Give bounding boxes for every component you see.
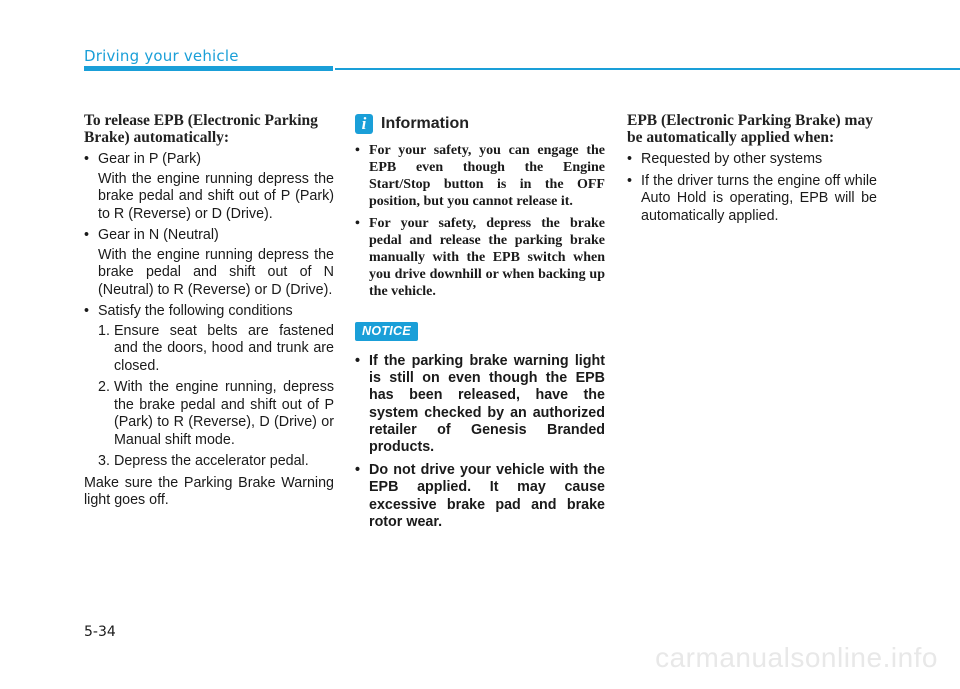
watermark: carmanualsonline.info xyxy=(655,642,938,673)
notice-item: • Do not drive your vehicle with the EPB applied. It may cause excessive brake pad and brake rotor wear. xyxy=(355,462,605,531)
info-item: • For your safety, you can engage the EPB even though the Engine Start/Stop button is in the OFF position, but you cannot release it. xyxy=(355,142,605,210)
column-right xyxy=(627,112,877,225)
section-title: Driving your vehicle xyxy=(84,47,239,65)
step-number: 3. xyxy=(98,453,110,469)
list-item: • If the driver turns the engine off while Auto Hold is operating, EPB will be automatically applied. xyxy=(627,173,877,226)
closing-text: Make sure the Parking Brake Warning light goes off. xyxy=(84,474,334,508)
list-item: • Satisfy the following conditions xyxy=(84,303,334,321)
auto-apply-heading: EPB (Electronic Parking Brake) may be automatically applied when: xyxy=(627,112,873,146)
info-item: • For your safety, depress the brake pedal and release the parking brake manually with the EPB switch when you drive downhill or when backing up the vehicle. xyxy=(355,215,605,300)
step-item xyxy=(84,379,334,449)
column-middle xyxy=(355,112,605,531)
information-title: Information xyxy=(381,115,469,132)
info-icon: i xyxy=(355,114,373,134)
list-item: • Gear in P (Park) xyxy=(84,151,334,169)
notice-item: • If the parking brake warning light is still on even though the EPB has been released, have the system checked by an authorized retailer of Genesis Branded products. xyxy=(355,353,605,456)
step-text: With the engine running, depress the brake pedal and shift out of P (Park) to R (Reverse), D (Drive) or Manual shift mode. xyxy=(114,379,334,448)
notice-badge: NOTICE xyxy=(355,322,418,341)
step-text: Ensure seat belts are fastened and the doors, hood and trunk are closed. xyxy=(114,322,334,374)
list-item-desc: With the engine running depress the brake pedal and shift out of P (Park) to R (Reverse) or D (Drive). xyxy=(98,170,334,222)
release-heading: To release EPB (Electronic Parking Brake) automatically: xyxy=(84,112,318,146)
step-item xyxy=(84,453,334,471)
step-item xyxy=(84,323,334,376)
step-text: Depress the accelerator pedal. xyxy=(114,453,309,469)
header-rule-thick xyxy=(84,66,333,71)
list-item: • Requested by other systems xyxy=(627,151,877,169)
list-item-desc: With the engine running depress the brake pedal and shift out of N (Neutral) to R (Reverse) or D (Drive). xyxy=(98,246,334,298)
header-rule-thin xyxy=(335,68,960,70)
page-number: 5-34 xyxy=(84,624,116,640)
list-item: • Gear in N (Neutral) xyxy=(84,227,334,245)
information-header xyxy=(355,112,605,136)
column-left xyxy=(84,112,334,510)
step-number: 2. xyxy=(98,379,110,395)
step-number: 1. xyxy=(98,322,110,339)
